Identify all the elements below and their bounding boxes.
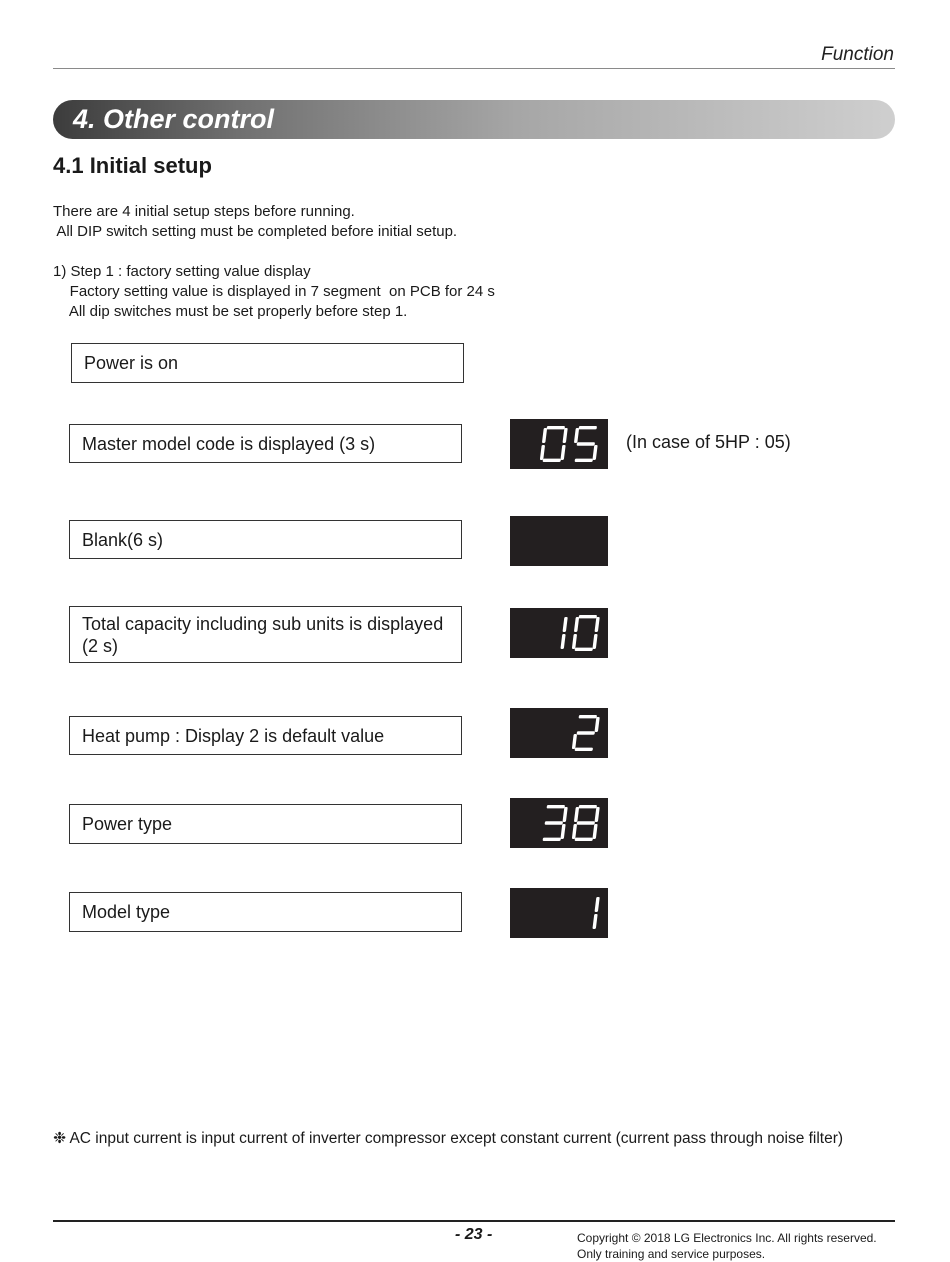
segment-a xyxy=(579,715,597,718)
segment-b xyxy=(563,428,568,443)
intro-line-1: There are 4 initial setup steps before running. xyxy=(53,203,355,220)
page-number: - 23 - xyxy=(455,1226,493,1243)
step-box-master-model-code xyxy=(69,424,462,463)
segment-c xyxy=(592,445,597,460)
footer-divider xyxy=(53,1220,895,1222)
segment-c xyxy=(592,634,597,649)
step-box-power-type xyxy=(69,804,462,844)
segment-d xyxy=(575,748,593,751)
segment-a xyxy=(579,615,597,618)
step-box-power-on xyxy=(71,343,464,383)
step-label: Power is on xyxy=(84,353,179,373)
header-divider xyxy=(53,68,895,69)
step-label: Master model code is displayed (3 s) xyxy=(82,433,376,454)
seven-segment-display xyxy=(510,608,608,658)
step-label: Heat pump : Display 2 is default value xyxy=(82,725,385,746)
header-section-title: Function xyxy=(821,44,894,65)
section-title: 4. Other control xyxy=(73,104,275,134)
segment-d xyxy=(543,838,561,841)
segment-digit xyxy=(540,426,568,462)
section-banner xyxy=(53,100,895,139)
segment-d xyxy=(575,838,593,841)
segment-g xyxy=(545,821,563,824)
segment-f xyxy=(574,807,579,822)
segment-b xyxy=(595,717,600,732)
step-label: Model type xyxy=(82,902,171,922)
seven-segment-display xyxy=(510,888,608,938)
segment-g xyxy=(577,442,595,445)
segment-c xyxy=(560,824,565,839)
segment-g xyxy=(577,731,595,734)
segment-digit xyxy=(560,617,567,649)
step-label: Power type xyxy=(82,814,173,834)
segment-digit xyxy=(543,805,568,841)
segment-a xyxy=(547,426,565,429)
segment-c xyxy=(592,914,597,929)
intro-line-2: All DIP switch setting must be completed before initial setup. xyxy=(53,223,458,240)
step1-line-1: Factory setting value is displayed in 7 segment on PCB for 24 s xyxy=(53,283,495,300)
segment-b xyxy=(563,617,568,632)
step1-line-2: All dip switches must be set properly before step 1. xyxy=(53,303,408,320)
footnote: ❉ AC input current is input current of inverter compressor except constant current (current pass through noise filter) xyxy=(53,1130,844,1147)
segment-c xyxy=(592,824,597,839)
step-box-model-type xyxy=(69,892,462,932)
segment-a xyxy=(547,805,565,808)
segment-f xyxy=(574,617,579,632)
seven-segment-display-blank xyxy=(510,516,608,566)
seven-segment-display xyxy=(510,708,608,758)
segment-d xyxy=(575,648,593,651)
subsection-title: 4.1 Initial setup xyxy=(53,153,212,178)
segment-a xyxy=(579,426,597,429)
step-box-total-capacity xyxy=(69,606,462,663)
copyright xyxy=(577,1230,877,1262)
segment-f xyxy=(574,428,579,443)
step-label: Total capacity including sub units is displayed (2 s) xyxy=(82,613,444,656)
segment-b xyxy=(595,897,600,912)
segment-e xyxy=(572,824,577,839)
segment-digit xyxy=(572,615,600,651)
segment-digits xyxy=(572,893,604,933)
segment-f xyxy=(542,428,547,443)
segment-e xyxy=(540,445,545,460)
seven-segment-display xyxy=(510,798,608,848)
segment-digits xyxy=(540,803,604,843)
segment-digit xyxy=(572,805,600,841)
copyright-line-2: Only training and service purposes. xyxy=(577,1247,766,1261)
step-label: Blank(6 s) xyxy=(82,529,164,550)
seven-segment-display xyxy=(510,419,608,469)
segment-digit xyxy=(572,426,600,462)
segment-a xyxy=(579,805,597,808)
step-box-heat-pump xyxy=(69,716,462,755)
segment-digit xyxy=(572,715,600,751)
segment-digit xyxy=(592,897,599,929)
segment-d xyxy=(575,459,593,462)
segment-e xyxy=(572,634,577,649)
copyright-line-1: Copyright © 2018 LG Electronics Inc. All rights reserved. xyxy=(577,1231,877,1245)
display-note: (In case of 5HP : 05) xyxy=(626,432,791,452)
step-box-blank xyxy=(69,520,462,559)
segment-c xyxy=(560,445,565,460)
segment-b xyxy=(595,807,600,822)
segment-d xyxy=(543,459,561,462)
segment-b xyxy=(595,617,600,632)
segment-b xyxy=(563,807,568,822)
segment-g xyxy=(577,821,595,824)
segment-digits xyxy=(540,613,604,653)
segment-digits xyxy=(572,713,604,753)
segment-c xyxy=(560,634,565,649)
segment-e xyxy=(572,734,577,749)
step1-title: 1) Step 1 : factory setting value display xyxy=(53,263,311,280)
segment-digits xyxy=(540,424,604,464)
